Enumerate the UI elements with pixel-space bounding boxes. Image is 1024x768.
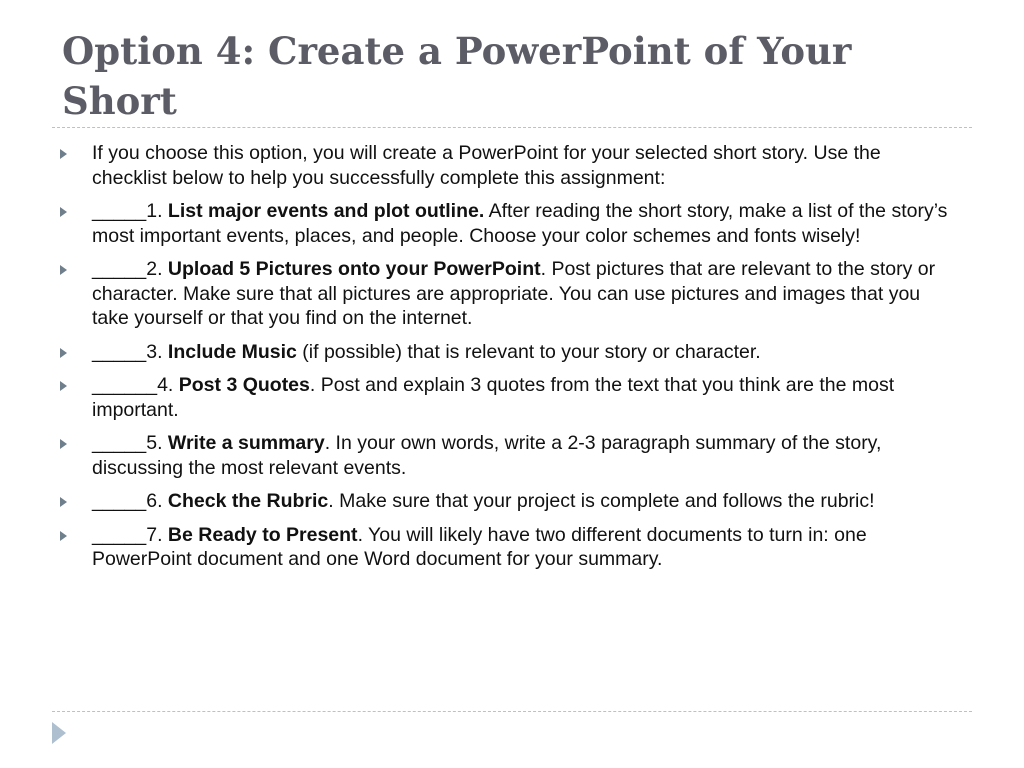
item-text: (if possible) that is relevant to your story or character.: [296, 340, 761, 363]
checklist-item-6: [58, 489, 958, 514]
checklist-item-2: [58, 257, 958, 331]
item-prefix: _____6.: [92, 490, 168, 512]
item-text: . In your own words, write a 2-3 paragraph summary of the story, discussing the most relevant events.: [92, 432, 882, 479]
next-slide-arrow-icon[interactable]: [52, 722, 66, 744]
item-text: After reading the short story, make a list of the story’s most important events, places, and people. Choose your color schemes and fonts wisely!: [92, 200, 948, 247]
checklist-item-7: [58, 523, 958, 572]
triangle-right-icon: [60, 381, 67, 391]
triangle-right-icon: [60, 348, 67, 358]
item-prefix: _____5.: [92, 432, 168, 454]
item-prefix: _____7.: [92, 523, 168, 546]
item-lead: Post 3 Quotes: [178, 374, 310, 396]
top-divider: [52, 127, 972, 128]
item-prefix: ______4.: [92, 374, 179, 396]
checklist-item-5: [58, 431, 958, 480]
intro-text: If you choose this option, you will create a PowerPoint for your selected short story. Use the checklist below to help you successfully complete this assignment:: [92, 142, 881, 189]
item-lead: Check the Rubric: [167, 490, 329, 512]
item-lead: Be Ready to Present: [167, 523, 358, 546]
triangle-right-icon: [60, 497, 67, 507]
checklist-item-1: [58, 199, 958, 248]
checklist-item-4: [58, 373, 958, 422]
item-lead: Upload 5 Pictures onto your PowerPoint: [167, 258, 541, 280]
item-text: . Post pictures that are relevant to the story or character. Make sure that all pictures are appropriate. You can use pictures and images that you take yourself or that you find on the internet.: [92, 258, 936, 329]
checklist-item-3: [58, 340, 958, 365]
item-lead: List major events and plot outline.: [167, 200, 485, 222]
item-prefix: _____3.: [92, 340, 168, 363]
checklist: [58, 141, 958, 581]
item-lead: Include Music: [167, 340, 297, 363]
triangle-right-icon: [60, 439, 67, 449]
item-prefix: _____2.: [92, 258, 168, 280]
triangle-right-icon: [60, 207, 67, 217]
triangle-right-icon: [60, 265, 67, 275]
bottom-divider: [52, 711, 972, 712]
triangle-right-icon: [60, 149, 67, 159]
triangle-right-icon: [60, 531, 67, 541]
item-lead: Write a summary: [167, 432, 325, 454]
slide-title: Option 4: Create a PowerPoint of Your Short: [62, 29, 852, 123]
item-text: . You will likely have two different documents to turn in: one PowerPoint document and one Word document for your summary.: [92, 523, 867, 570]
item-text: . Post and explain 3 quotes from the text that you think are the most important.: [92, 374, 895, 421]
intro-bullet: [58, 141, 958, 190]
item-prefix: _____1.: [92, 200, 168, 222]
item-text: . Make sure that your project is complete and follows the rubric!: [328, 490, 875, 512]
